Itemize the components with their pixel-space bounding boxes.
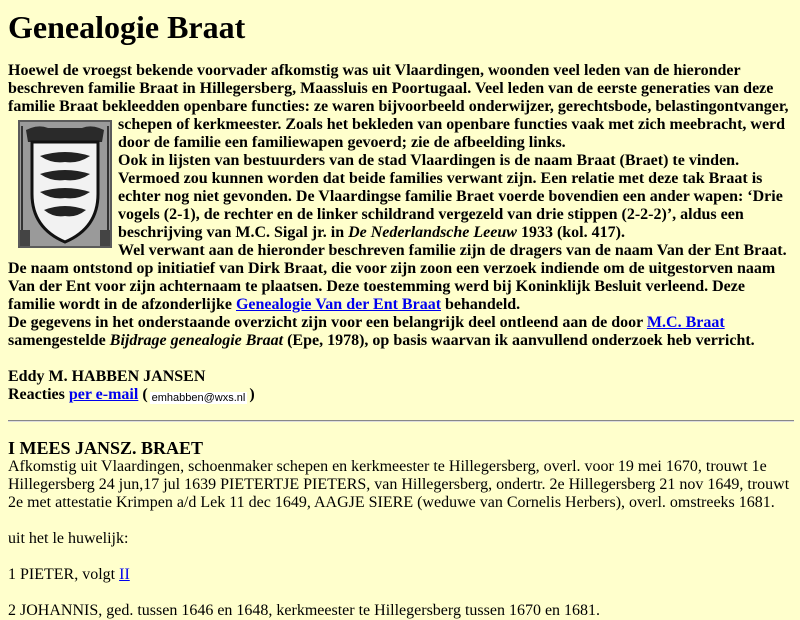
child-1-text: 1 PIETER, volgt bbox=[8, 566, 116, 583]
email-address-image: emhabben@wxs.nl bbox=[151, 392, 246, 404]
mc-braat-link[interactable]: M.C. Braat bbox=[646, 314, 725, 331]
intro-section bbox=[8, 62, 794, 350]
signature-block bbox=[8, 368, 794, 404]
generation-ii-link[interactable]: II bbox=[119, 566, 130, 583]
child-item-1 bbox=[8, 566, 794, 584]
page bbox=[0, 9, 800, 620]
genealogy-entry bbox=[8, 438, 794, 620]
close-paren: ) bbox=[249, 386, 255, 403]
intro-text-2a: Ook in lijsten van bestuurders van de stad Vlaardingen is de naam Braat (Braet) te vinden. Vermoed zou kunnen worden dat beide families verwant zijn. Een relatie met deze tak Braat is echter nog niet gevonden. De Vlaardingse familie Braet voerde bovendien een ander wapen: ‘Drie vogels (2-1), de rechter en de linker schildrand vergezeld van drie stippen (2-2-2)’, aldus een beschrijving van M.C. Sigal jr. in bbox=[118, 152, 783, 241]
intro-text-4a: De gegevens in het onderstaande overzicht zijn voor een belangrijk deel ontleend aan de door bbox=[8, 314, 647, 331]
intro-text-3a: Wel verwant aan de hieronder beschreven familie zijn de dragers van de naam Van der Ent Braat. De naam ontstond op initiatief van Dirk Braat, die voor zijn zoon een verzoek indiende om de uitgestorven naam Van der Ent voor zijn achternaam te plaatsen. Deze toestemming werd bij Koninklijk Besluit verleend. Deze familie wordt in de afzonderlijke bbox=[8, 242, 787, 313]
intro-text-4c: (Epe, 1978), op basis waarvan ik aanvullend onderzoek heb verricht. bbox=[283, 332, 755, 349]
marriage-label: uit het le huwelijk: bbox=[8, 530, 129, 547]
intro-paragraph-1 bbox=[8, 62, 794, 152]
van-der-ent-braat-link[interactable]: Genealogie Van der Ent Braat bbox=[235, 296, 442, 313]
email-link[interactable]: per e-mail bbox=[68, 386, 139, 403]
section-divider bbox=[8, 420, 794, 422]
reacties-label: Reacties bbox=[8, 386, 65, 403]
crest-icon bbox=[18, 120, 112, 248]
source-title: Bijdrage genealogie Braat bbox=[109, 332, 284, 349]
intro-paragraph-4 bbox=[8, 314, 794, 350]
contact-line bbox=[8, 386, 794, 404]
intro-text-4b: samengestelde bbox=[8, 332, 110, 349]
entry-heading: I MEES JANSZ. BRAET bbox=[8, 438, 204, 458]
child-item-2: 2 JOHANNIS, ged. tussen 1646 en 1648, kerkmeester te Hillegersberg tussen 1670 en 1681. bbox=[8, 602, 601, 619]
open-paren: ( bbox=[142, 386, 148, 403]
entry-text: Afkomstig uit Vlaardingen, schoenmaker schepen en kerkmeester te Hillegersberg, overl. voor 19 mei 1670, trouwt 1e Hillegersberg 24 jun,17 jul 1639 PIETERTJE PIETERS, van Hillegersberg, ondertr. 2e Hillegersberg 21 nov 1649, trouwt 2e met attestatie Krimpen a/d Lek 11 dec 1649, AAGJE SIERE (weduwe van Cornelis Herbers), overl. omstreeks 1681. bbox=[8, 458, 790, 511]
intro-paragraph-3 bbox=[8, 242, 794, 314]
intro-text-3b: behandeld. bbox=[441, 296, 521, 313]
publication-title: De Nederlandsche Leeuw bbox=[348, 224, 517, 241]
intro-paragraph-2 bbox=[8, 152, 794, 242]
intro-text-2b: 1933 (kol. 417). bbox=[516, 224, 625, 241]
author-name: Eddy M. HABBEN JANSEN bbox=[8, 368, 206, 385]
intro-text-1b: schepen of kerkmeester. Zoals het bekleden van openbare functies vaak met zich meebracht, werd door de familie een familiewapen gevoerd; zie de afbeelding links. bbox=[118, 116, 786, 151]
intro-text-1a: Hoewel de vroegst bekende voorvader afkomstig was uit Vlaardingen, woonden veel leden van de hieronder beschreven familie Braat in Hillegersberg, Maassluis en Poortugaal. Veel leden van de eerste generaties van deze familie Braat bekleedden openbare functies: ze waren bijvoorbeeld onderwijzer, gerechtsbode, belastingontvanger, bbox=[8, 62, 789, 115]
page-title: Genealogie Braat bbox=[8, 9, 246, 45]
